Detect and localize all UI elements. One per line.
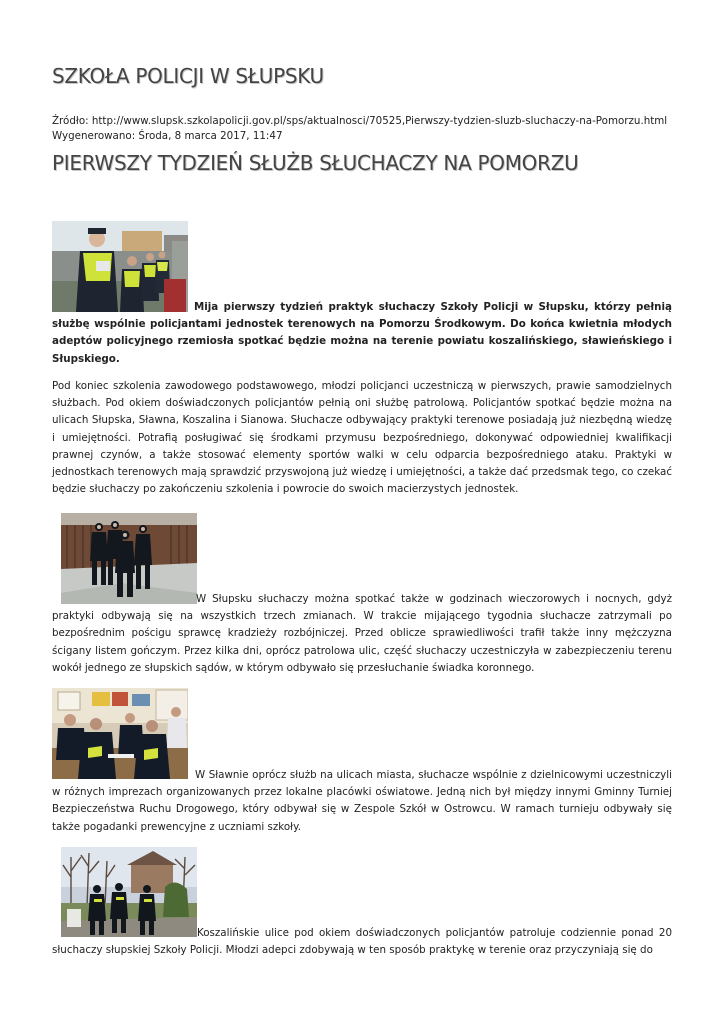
paragraph-3-text: W Sławnie oprócz służb na ulicach miasta, słuchacze wspólnie z dzielnicowymi uczestniczyli w różnych imprezach organizowanych przez lokalne placówki oświatowe. Jedną nich był między innymi Gminny Turniej Bezpieczeństwa Ruchu Drogowego, który odbywał się w Zespole Szkół w Ostrowcu. W ramach turnieju odbywały się także pogadanki prewencyjne z uczniami szkoły. — [52, 769, 672, 833]
paragraph-4-text: Koszalińskie ulice pod okiem doświadczonych policjantów patroluje codziennie ponad 20 słuchaczy słupskiej Szkoły Policji. Młodzi adepci zdobywają w ten sposób praktykę w terenie oraz przyczyniają się do — [52, 927, 672, 957]
article-title: PIERWSZY TYDZIEŃ SŁUŻB SŁUCHACZY NA POMORZU — [52, 151, 579, 175]
source-url: Źródło: http://www.slupsk.szkolapolicji.gov.pl/sps/aktualnosci/70525,Pierwszy-tydzien-sluzb-sluchaczy-na-Pomorzu.html — [52, 115, 668, 127]
photo-koszalin-patrol — [61, 847, 197, 937]
photo-school-meeting — [52, 688, 188, 779]
paragraph-2-text: W Słupsku słuchaczy można spotkać także w godzinach wieczorowych i nocnych, gdyż praktyki odbywają się na wszystkich trzech zmianach. W trakcie mijającego tygodnia słuchacze zatrzymali po bezpośrednim pościgu sprawcę kradzieży rozbójniczej. Przed oblicze sprawiedliwości trafił także inny mężczyzna ścigany listem gończym. Przez kilka dni, oprócz patrolowa ulic, część słuchaczy uczestniczyła w zabezpieczeniu terenu wokół jednego ze słupskich sądów, w którym odbywało się przesłuchanie świadka koronnego. — [52, 593, 672, 674]
lead-text: Mija pierwszy tydzień praktyk słuchaczy Szkoły Policji w Słupsku, którzy pełnią służbę wspólnie policjantami jednostek terenowych na Pomorzu Środkowym. Do końca kwietnia młodych adeptów policyjnego rzemiosła spotkać będzie można na terenie powiatu koszalińskiego, sławieńskiego i Słupskiego. — [52, 301, 672, 365]
article-paragraph-4 — [52, 925, 672, 959]
document-meta — [52, 114, 692, 144]
article-paragraph-3 — [52, 767, 672, 836]
article-lead — [52, 299, 672, 368]
article-paragraph-1: Pod koniec szkolenia zawodowego podstawowego, młodzi policjanci uczestniczą w pierwszych, prawie samodzielnych służbach. Pod okiem doświadczonych policjantów pełnią oni służbę patrolową. Policjantów spotkać będzie można na ulicach Słupska, Sławna, Koszalina i Sianowa. Słuchacze odbywający praktyki terenowe posiadają już niezbędną wiedzę i umiejętności. Potrafią posługiwać się środkami przymusu bezpośredniego, dokonywać odpowiedniej kwalifikacji prawnej czynów, a także stosować elementy sportów walki w celu odparcia bezpośredniego ataku. Praktyki w jednostkach terenowych mają sprawdzić przyswojoną już wiedzę i umiejętności, a także dać przedsmak tego, co czekać będzie słuchaczy po zakończeniu szkolenia i powrocie do swoich macierzystych jednostek. — [52, 380, 672, 496]
article-paragraph-2 — [52, 591, 672, 677]
site-title: SZKOŁA POLICJI W SŁUPSKU — [52, 64, 324, 88]
generated-date: Wygenerowano: Środa, 8 marca 2017, 11:47 — [52, 130, 283, 142]
